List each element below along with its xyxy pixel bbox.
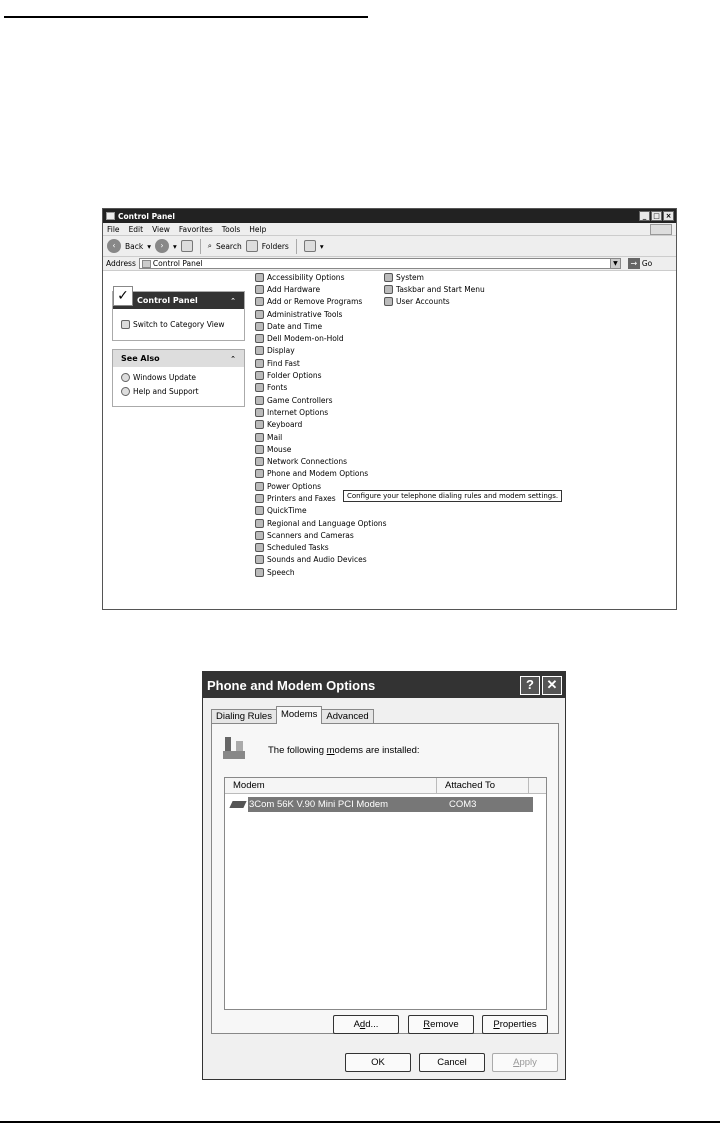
address-bar [103, 257, 676, 271]
window-title: Control Panel [118, 211, 175, 221]
control-panel-window [102, 208, 677, 610]
folders-icon[interactable] [246, 240, 258, 252]
control-panel-item[interactable] [384, 271, 485, 283]
control-panel-item-icon [255, 383, 264, 392]
properties-button[interactable] [482, 1015, 548, 1034]
control-panel-icon [142, 260, 151, 268]
menu-view[interactable]: View [152, 224, 170, 234]
control-panel-item[interactable] [255, 308, 387, 320]
control-panel-item[interactable] [255, 406, 387, 418]
control-panel-item[interactable] [255, 529, 387, 541]
control-panel-item-icon [255, 519, 264, 528]
control-panel-item-icon [384, 273, 393, 282]
control-panel-icon [106, 212, 115, 220]
control-panel-item-label: Date and Time [267, 321, 323, 331]
control-panel-item-icon [255, 482, 264, 491]
ok-button[interactable]: OK [345, 1053, 411, 1072]
tab-modems[interactable]: Modems [276, 706, 322, 724]
phone-modem-dialog [202, 671, 566, 1080]
control-panel-item-label: QuickTime [267, 506, 307, 516]
control-panel-item-label: Administrative Tools [267, 309, 343, 319]
close-button[interactable]: × [663, 211, 674, 221]
control-panel-item-label: Accessibility Options [267, 272, 345, 282]
apply-label: pply [519, 1057, 537, 1068]
control-panel-item[interactable] [255, 382, 387, 394]
control-panel-item-label: User Accounts [396, 297, 450, 307]
control-panel-item-label: Power Options [267, 481, 321, 491]
address-label: Address [106, 259, 136, 268]
control-panel-item-icon [384, 285, 393, 294]
title-bar [103, 209, 676, 223]
control-panel-item[interactable] [384, 283, 485, 295]
dialog-title-bar [203, 672, 565, 698]
switch-view-label: Switch to Category View [133, 319, 225, 329]
properties-label: roperties [499, 1019, 537, 1030]
control-panel-item-label: Find Fast [267, 358, 300, 368]
add-label-rest: d... [365, 1019, 379, 1030]
control-panel-item-label: Regional and Language Options [267, 518, 387, 528]
control-panel-item[interactable] [255, 431, 387, 443]
control-panel-check-icon: ✓ [113, 286, 133, 306]
collapse-icon[interactable]: ⌃ [230, 296, 236, 305]
control-panel-item-label: Add Hardware [267, 284, 321, 294]
folders-button[interactable]: Folders [261, 241, 289, 251]
control-panel-item-label: Game Controllers [267, 395, 333, 405]
tooltip: Configure your telephone dialing rules and modem settings. [343, 490, 562, 502]
control-panel-item-label: Taskbar and Start Menu [396, 284, 485, 294]
control-panel-item[interactable] [255, 394, 387, 406]
control-panel-item-label: Phone and Modem Options [267, 469, 369, 479]
control-panel-item-label: Scheduled Tasks [267, 543, 329, 553]
control-panel-item[interactable] [255, 320, 387, 332]
menu-favorites[interactable]: Favorites [178, 224, 213, 234]
go-button[interactable] [628, 258, 652, 269]
control-panel-item-label: Printers and Faxes [267, 493, 336, 503]
menu-file[interactable]: File [107, 224, 120, 234]
control-panel-item[interactable] [255, 517, 387, 529]
control-panel-item[interactable] [255, 419, 387, 431]
control-panel-item-icon [255, 543, 264, 552]
add-label: A [353, 1019, 360, 1030]
control-panel-item-label: Scanners and Cameras [267, 530, 354, 540]
views-icon[interactable] [304, 240, 316, 252]
toolbar-separator [200, 239, 201, 254]
back-button[interactable]: Back [125, 241, 144, 251]
control-panel-item-icon [255, 285, 264, 294]
windows-update-link[interactable] [113, 370, 244, 384]
views-dropdown-icon[interactable]: ▾ [319, 241, 324, 251]
task-pane-header[interactable] [113, 288, 244, 309]
modem-port: COM3 [449, 799, 477, 810]
control-panel-item-label: Mail [267, 432, 283, 442]
content-area [103, 271, 676, 610]
forward-dropdown-icon[interactable]: ▾ [172, 241, 177, 251]
maximize-button[interactable]: □ [651, 211, 662, 221]
control-panel-item[interactable] [255, 554, 387, 566]
tab-advanced[interactable]: Advanced [321, 709, 373, 724]
control-panel-item[interactable] [255, 369, 387, 381]
menu-help[interactable]: Help [249, 224, 267, 234]
control-panel-item-icon [255, 531, 264, 540]
control-panel-item-label: Folder Options [267, 371, 322, 381]
control-panel-task-pane [112, 288, 245, 341]
menu-edit[interactable]: Edit [128, 224, 144, 234]
category-view-icon [121, 320, 130, 329]
control-panel-item-label: Fonts [267, 383, 288, 393]
control-panel-item-icon [255, 396, 264, 405]
control-panel-item-label: System [396, 272, 424, 282]
apply-accelerator: A [513, 1057, 520, 1068]
menu-bar [103, 223, 676, 236]
control-panel-item-icon [255, 346, 264, 355]
control-panel-item-icon [255, 408, 264, 417]
control-panel-item-label: Add or Remove Programs [267, 297, 363, 307]
control-panel-item[interactable] [255, 296, 387, 308]
message-text: The following [268, 745, 327, 756]
search-icon[interactable]: ⌕ [207, 241, 212, 250]
control-panel-item-icon [255, 322, 264, 331]
control-panel-item[interactable] [255, 468, 387, 480]
control-panel-item-icon [255, 457, 264, 466]
apply-button[interactable] [492, 1053, 558, 1072]
minimize-button[interactable]: _ [639, 211, 650, 221]
control-panel-item-icon [255, 420, 264, 429]
control-panel-item-icon [255, 445, 264, 454]
windows-update-icon [121, 373, 130, 382]
message-accelerator: m [326, 745, 335, 756]
modem-icon [229, 801, 246, 808]
address-field[interactable] [139, 258, 621, 269]
close-button[interactable]: ✕ [542, 676, 562, 695]
control-panel-item[interactable] [255, 443, 387, 455]
control-panel-item[interactable] [384, 296, 485, 308]
toolbar-separator [296, 239, 297, 254]
dialog-title: Phone and Modem Options [207, 677, 376, 693]
add-button[interactable] [333, 1015, 399, 1034]
help-support-link[interactable] [113, 384, 244, 398]
see-also-title: See Also [121, 354, 160, 363]
control-panel-item[interactable] [255, 271, 387, 283]
cancel-button[interactable]: Cancel [419, 1053, 485, 1072]
go-label: Go [641, 259, 653, 268]
control-panel-item[interactable] [255, 357, 387, 369]
modem-list-header [225, 778, 546, 794]
control-panel-item-label: Speech [267, 567, 295, 577]
help-button[interactable]: ? [520, 676, 540, 695]
control-panel-item[interactable] [255, 332, 387, 344]
remove-label: emove [430, 1019, 459, 1030]
properties-accelerator: P [493, 1019, 500, 1030]
control-panel-item-icon [255, 433, 264, 442]
control-panel-item-label: Display [267, 346, 295, 356]
tab-strip [211, 706, 373, 724]
task-pane-title: Control Panel [137, 296, 198, 305]
modems-message [268, 745, 420, 756]
back-dropdown-icon[interactable]: ▾ [147, 241, 151, 251]
control-panel-item-icon [255, 310, 264, 319]
control-panel-item[interactable] [255, 542, 387, 554]
see-also-header[interactable] [113, 350, 244, 367]
modem-list[interactable] [224, 777, 547, 1010]
column-header-attached-to[interactable]: Attached To [437, 778, 529, 793]
control-panel-item-icon [255, 506, 264, 515]
control-panel-item-icon [255, 334, 264, 343]
control-panel-items [255, 271, 387, 578]
control-panel-item-label: Dell Modem-on-Hold [267, 334, 344, 344]
help-support-label: Help and Support [133, 386, 199, 396]
collapse-icon[interactable]: ⌃ [230, 354, 236, 363]
help-icon [121, 387, 130, 396]
control-panel-item[interactable] [255, 566, 387, 578]
control-panel-item-icon [255, 469, 264, 478]
add-accelerator: d [359, 1019, 366, 1030]
search-button[interactable]: Search [215, 241, 242, 251]
control-panel-item[interactable] [255, 283, 387, 295]
control-panel-item-icon [255, 555, 264, 564]
toolbar [103, 236, 676, 257]
control-panel-item-label: Keyboard [267, 420, 303, 430]
remove-button[interactable] [408, 1015, 474, 1034]
control-panel-item-label: Internet Options [267, 407, 329, 417]
selected-row-highlight [248, 797, 533, 812]
column-header-modem[interactable]: Modem [225, 778, 437, 793]
control-panel-item-icon [255, 371, 264, 380]
message-text-rest: odems are installed: [334, 745, 420, 756]
phone-modem-icon [222, 735, 246, 761]
address-dropdown-icon[interactable]: ▼ [610, 259, 620, 268]
up-folder-icon[interactable] [181, 240, 193, 252]
control-panel-item-label: Mouse [267, 444, 292, 454]
control-panel-item-icon [255, 297, 264, 306]
forward-arrow-icon[interactable]: › [155, 239, 169, 253]
see-also-pane [112, 349, 245, 407]
back-arrow-icon[interactable]: ‹ [107, 239, 121, 253]
control-panel-item-icon [255, 494, 264, 503]
modem-name: 3Com 56K V.90 Mini PCI Modem [249, 799, 389, 810]
table-row[interactable] [225, 797, 533, 812]
control-panel-item-label: Network Connections [267, 457, 348, 467]
windows-update-label: Windows Update [133, 372, 197, 382]
switch-view-link[interactable] [113, 317, 244, 331]
go-arrow-icon: → [628, 258, 640, 269]
remove-accelerator: R [423, 1019, 431, 1030]
address-value: Control Panel [152, 259, 203, 268]
control-panel-item-label: Sounds and Audio Devices [267, 555, 367, 565]
control-panel-item-icon [255, 568, 264, 577]
control-panel-items-col2 [384, 271, 485, 308]
top-rule [4, 16, 368, 18]
control-panel-item[interactable] [255, 455, 387, 467]
control-panel-item[interactable] [255, 505, 387, 517]
control-panel-item[interactable] [255, 345, 387, 357]
control-panel-item-icon [384, 297, 393, 306]
menu-tools[interactable]: Tools [221, 224, 241, 234]
tab-dialing-rules[interactable]: Dialing Rules [211, 709, 277, 724]
windows-logo-icon [650, 224, 672, 235]
control-panel-item-icon [255, 273, 264, 282]
modems-tab-panel [211, 723, 559, 1034]
bottom-rule [0, 1121, 720, 1123]
control-panel-item-icon [255, 359, 264, 368]
